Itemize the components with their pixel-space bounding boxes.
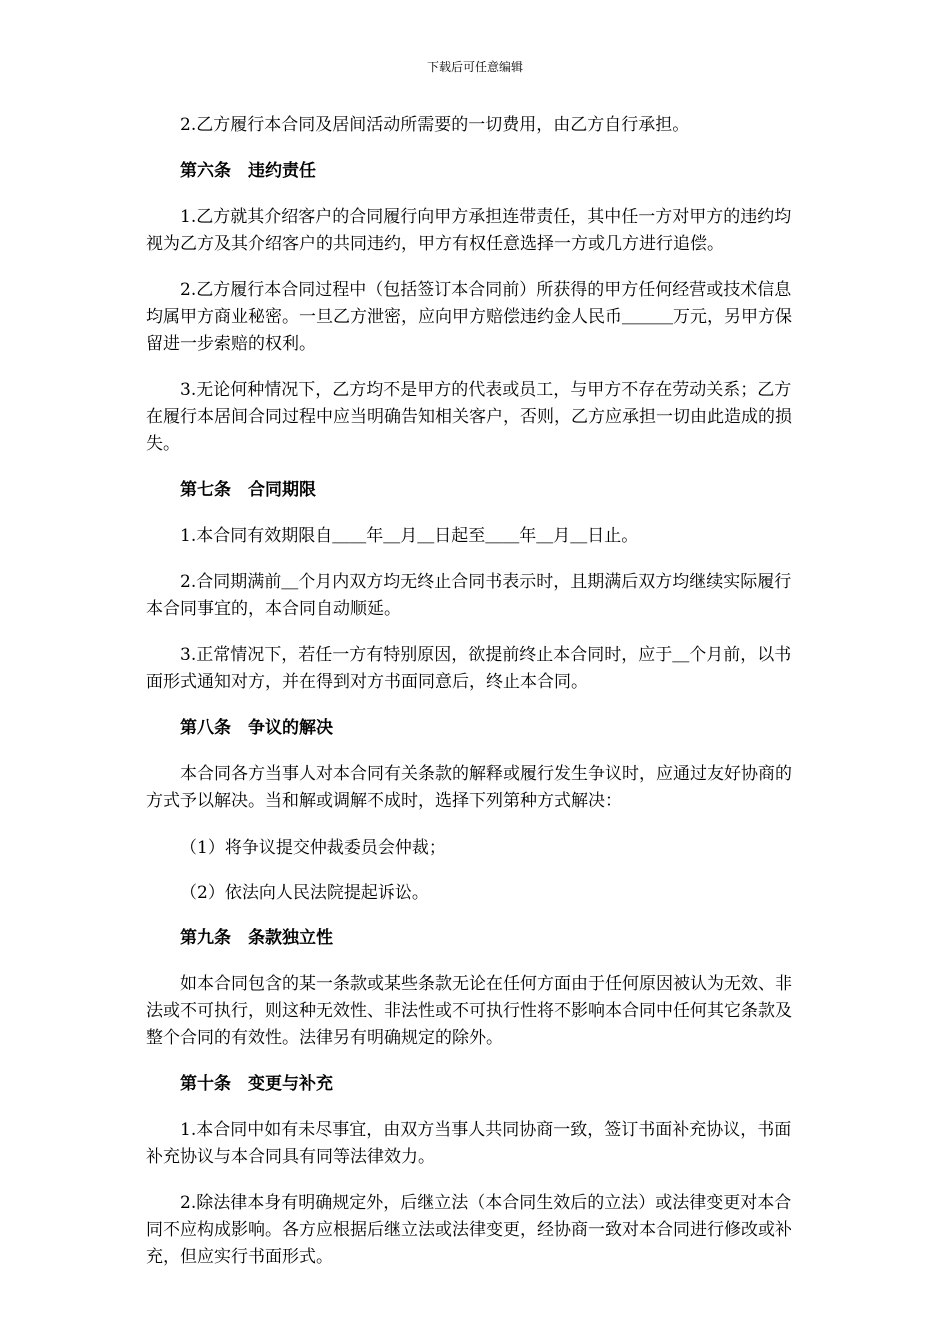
paragraph-article7-item2: 2.合同期满前＿个月内双方均无终止合同书表示时，且期满后双方均继续实际履行本合同事宜的，本合同自动顺延。 (146, 572, 792, 619)
article-9-heading: 第九条 条款独立性 (180, 928, 333, 948)
paragraph-article6-item3: 3.无论何种情况下，乙方均不是甲方的代表或员工，与甲方不存在劳动关系；乙方在履行本居间合同过程中应当明确告知相关客户，否则，乙方应承担一切由此造成的损失。 (146, 380, 792, 454)
paragraph-article6-item2: 2.乙方履行本合同过程中（包括签订本合同前）所获得的甲方任何经营或技术信息均属甲方商业秘密。一旦乙方泄密，应向甲方赔偿违约金人民币＿＿＿万元，另甲方保留进一步索赔的权利。 (146, 280, 792, 354)
paragraph-article8-option2: （2）依法向人民法院提起诉讼。 (180, 883, 429, 903)
paragraph-article8-option1: （1）将争议提交仲裁委员会仲裁； (180, 838, 446, 858)
paragraph-article10-item2: 2.除法律本身有明确规定外，后继立法（本合同生效后的立法）或法律变更对本合同不应构成影响。各方应根据后继立法或法律变更，经协商一致对本合同进行修改或补充，但应实行书面形式。 (146, 1193, 792, 1267)
paragraph-article8-body: 本合同各方当事人对本合同有关条款的解释或履行发生争议时，应通过友好协商的方式予以解决。当和解或调解不成时，选择下列第种方式解决： (146, 764, 792, 811)
paragraph-article7-item3: 3.正常情况下，若任一方有特别原因，欲提前终止本合同时，应于＿个月前，以书面形式通知对方，并在得到对方书面同意后，终止本合同。 (146, 645, 792, 692)
article-7-heading: 第七条 合同期限 (180, 480, 316, 500)
paragraph-article6-item1: 1.乙方就其介绍客户的合同履行向甲方承担连带责任，其中任一方对甲方的违约均视为乙方及其介绍客户的共同违约，甲方有权任意选择一方或几方进行追偿。 (146, 207, 792, 254)
paragraph-article10-item1: 1.本合同中如有未尽事宜，由双方当事人共同协商一致，签订书面补充协议，书面补充协议与本合同具有同等法律效力。 (146, 1120, 792, 1167)
paragraph-article5-item2: 2.乙方履行本合同及居间活动所需要的一切费用，由乙方自行承担。 (180, 115, 690, 135)
paragraph-article9-body: 如本合同包含的某一条款或某些条款无论在任何方面由于任何原因被认为无效、非法或不可执行，则这种无效性、非法性或不可执行性将不影响本合同中任何其它条款及整个合同的有效性。法律另有明确规定的除外。 (146, 974, 792, 1048)
article-8-heading: 第八条 争议的解决 (180, 718, 333, 738)
article-6-heading: 第六条 违约责任 (180, 161, 316, 181)
page-header: 下载后可任意编辑 (426, 60, 523, 74)
article-10-heading: 第十条 变更与补充 (180, 1074, 333, 1094)
document-body (146, 112, 806, 1271)
paragraph-article7-item1: 1.本合同有效期限自＿＿年＿月＿日起至＿＿年＿月＿日止。 (180, 526, 639, 546)
